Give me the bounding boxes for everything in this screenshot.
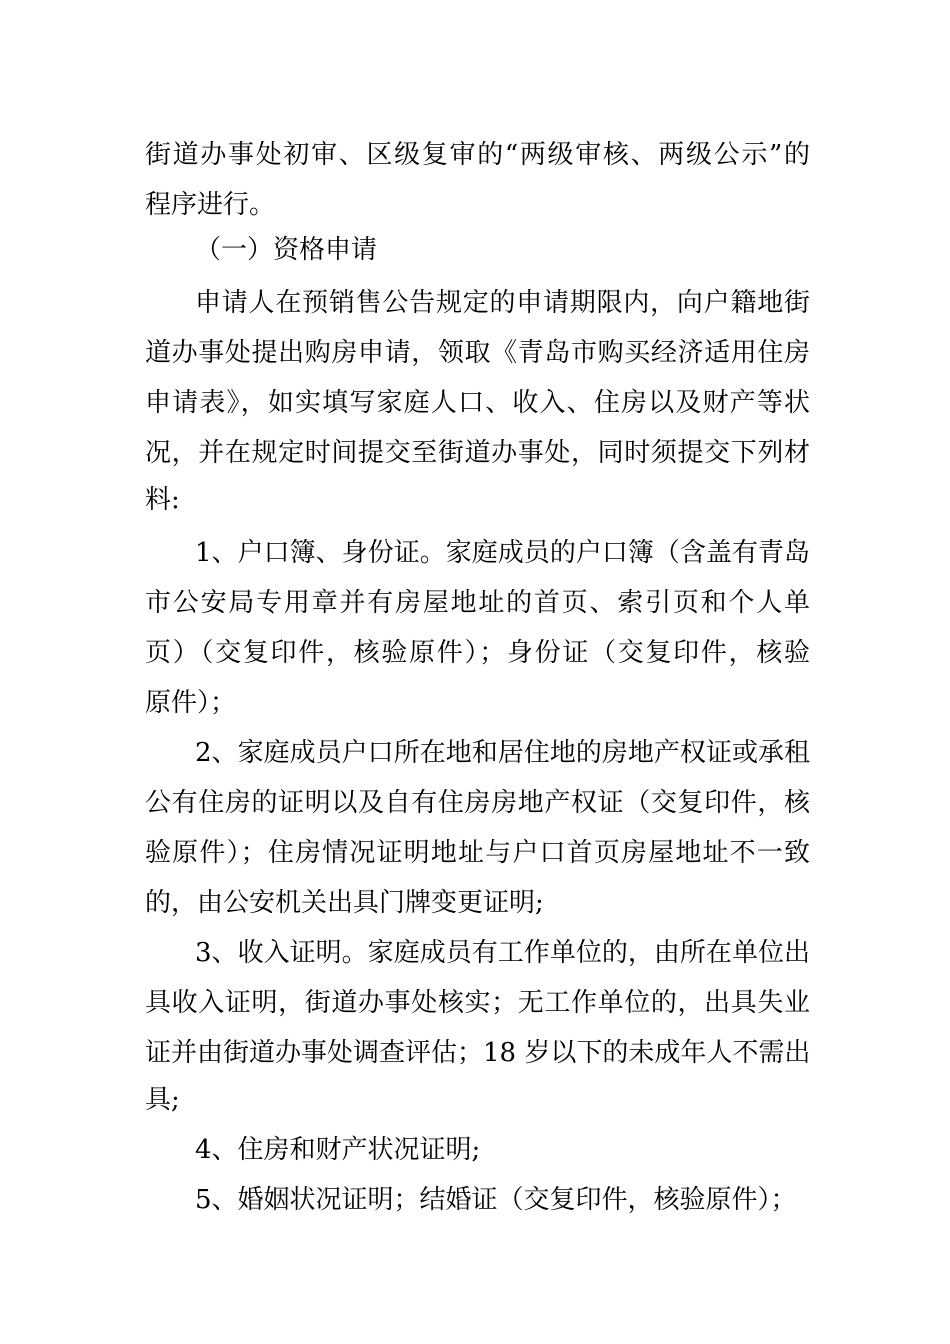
list-item-line: 具收入证明，街道办事处核实；无工作单位的，出具失业: [145, 988, 810, 1018]
paragraph-line: 料:: [145, 485, 180, 515]
list-item-line: 1、户口簿、身份证。家庭成员的户口簿（含盖有青岛: [195, 538, 810, 568]
list-item-line: 证并由街道办事处调查评估；18 岁以下的未成年人不需出: [145, 1038, 810, 1068]
list-item-line: 验原件）；住房情况证明地址与户口首页房屋地址不一致: [145, 838, 810, 868]
list-item-line: 页）（交复印件，核验原件）；身份证（交复印件，核验: [145, 638, 810, 668]
paragraph-line: 程序进行。: [145, 190, 276, 220]
paragraph-line: 申请表》，如实填写家庭人口、收入、住房以及财产等状: [145, 388, 810, 418]
list-item-line: 公有住房的证明以及自有住房房地产权证（交复印件，核: [145, 788, 810, 818]
section-heading: （一）资格申请: [195, 235, 378, 265]
list-item-line: 4、住房和财产状况证明;: [195, 1135, 481, 1165]
list-item-line: 具;: [145, 1085, 180, 1115]
paragraph-line: 道办事处提出购房申请，领取《青岛市购买经济适用住房: [145, 338, 810, 368]
list-item-line: 市公安局专用章并有房屋地址的首页、索引页和个人单: [145, 588, 810, 618]
list-item-line: 原件）；: [145, 688, 237, 718]
list-item-line: 2、家庭成员户口所在地和居住地的房地产权证或承租: [195, 738, 810, 768]
paragraph-line: 申请人在预销售公告规定的申请期限内，向户籍地街: [195, 288, 810, 318]
list-item-line: 3、收入证明。家庭成员有工作单位的，由所在单位出: [195, 938, 810, 968]
list-item-line: 的，由公安机关出具门牌变更证明;: [145, 888, 544, 918]
paragraph-line: 街道办事处初审、区级复审的“两级审核、两级公示”的: [145, 140, 810, 170]
list-item-line: 5、婚姻状况证明；结婚证（交复印件，核验原件）；: [195, 1185, 797, 1215]
paragraph-line: 况，并在规定时间提交至街道办事处，同时须提交下列材: [145, 438, 810, 468]
